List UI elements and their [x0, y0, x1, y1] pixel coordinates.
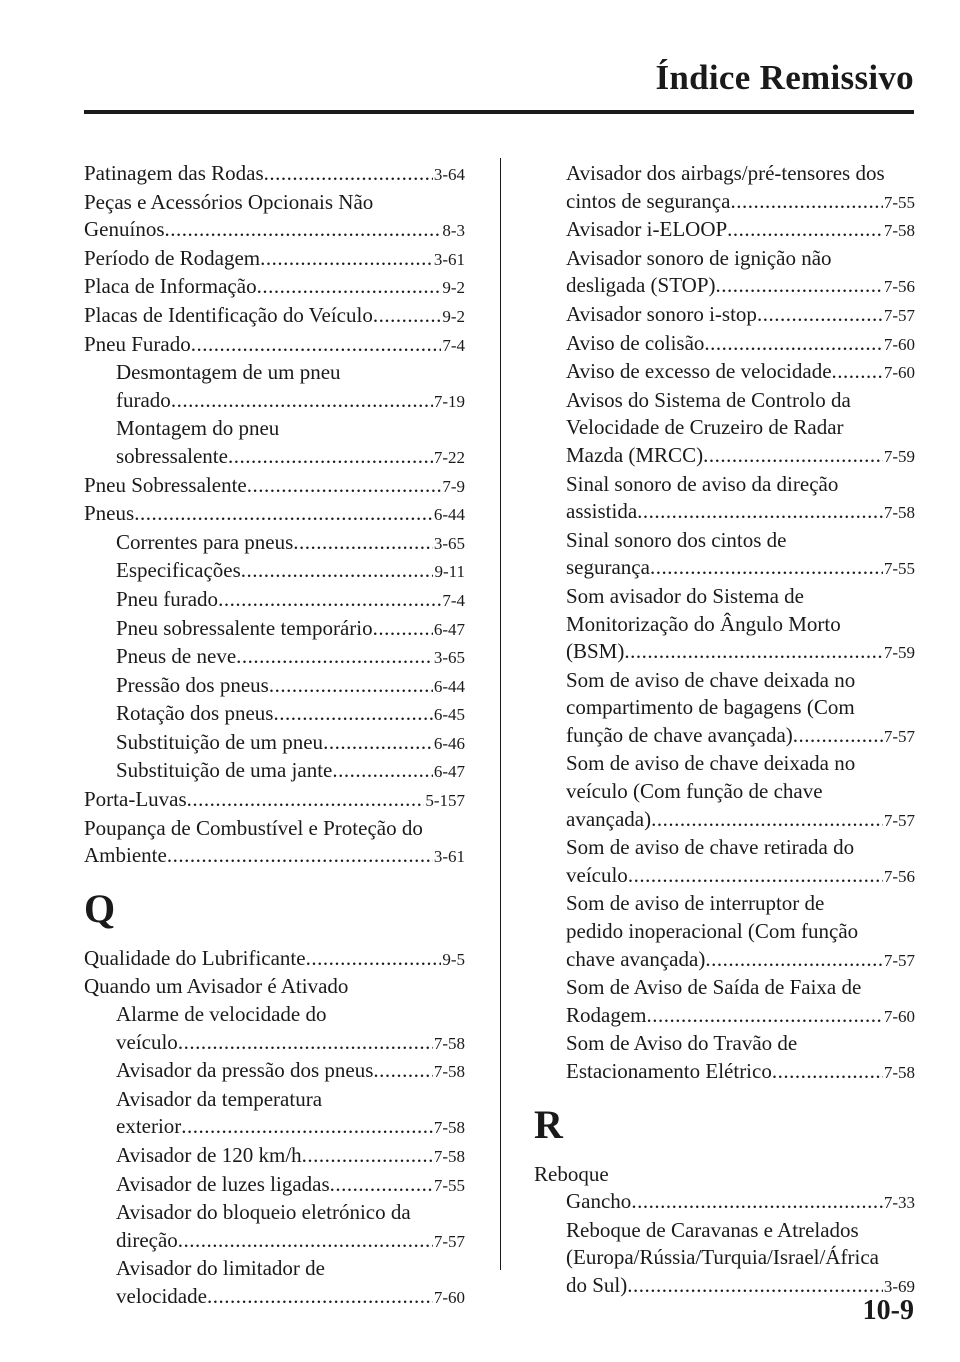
- index-entry: [84, 615, 465, 644]
- page-reference: 7-57: [883, 950, 915, 970]
- index-entry: [534, 471, 915, 527]
- dot-leader: [332, 757, 432, 785]
- page-reference: 6-47: [433, 619, 465, 639]
- dot-leader: [631, 1188, 883, 1216]
- dot-leader: [236, 643, 433, 671]
- index-entry-text: Pressão dos pneus: [116, 672, 269, 697]
- index-entry-text: exterior: [116, 1114, 182, 1139]
- index-entry: [84, 672, 465, 701]
- page-reference: 7-9: [442, 476, 465, 496]
- dot-leader: [832, 358, 883, 386]
- page-reference: 7-58: [433, 1147, 465, 1166]
- index-entry: [84, 415, 465, 471]
- index-entry-text: Peças e Acessórios Opcionais Não: [84, 189, 374, 214]
- page-reference: 7-19: [433, 391, 465, 411]
- index-entry: [84, 302, 465, 331]
- index-entry-text: desligada (STOP): [566, 273, 716, 298]
- dot-leader: [269, 672, 433, 700]
- dot-leader: [181, 1113, 433, 1141]
- dot-leader: [628, 862, 883, 890]
- index-entry: [534, 160, 915, 216]
- index-entry: [534, 216, 915, 245]
- index-entry: [84, 1057, 465, 1086]
- index-entry-text: Gancho: [566, 1189, 632, 1214]
- dot-leader: [273, 700, 432, 728]
- header-rule: [84, 110, 914, 114]
- index-entry-text: Rotação dos pneus: [116, 701, 274, 726]
- page-reference: 7-56: [883, 866, 915, 886]
- index-entry-text: Estacionamento Elétrico: [566, 1059, 772, 1083]
- page-reference: 3-69: [883, 1276, 915, 1296]
- page-reference: 7-55: [883, 192, 915, 212]
- page-reference: 8-3: [442, 221, 465, 241]
- index-entry-text: Ambiente: [84, 843, 167, 868]
- dot-leader: [330, 1171, 433, 1199]
- index-entry: [534, 834, 915, 890]
- index-entry-text: cintos de segurança: [566, 188, 731, 213]
- index-entry-text: pedido inoperacional (Com função: [566, 919, 859, 944]
- page-reference: 3-65: [433, 648, 465, 668]
- dot-leader: [293, 529, 433, 557]
- index-entry-text: chave avançada): [566, 946, 706, 971]
- index-entry: [84, 1142, 465, 1171]
- index-entry-text: direção: [116, 1227, 178, 1252]
- dot-leader: [260, 245, 433, 273]
- index-entry-text: Avisador sonoro i-stop: [566, 301, 757, 326]
- index-entry: [84, 586, 465, 615]
- page-reference: 6-45: [433, 705, 465, 725]
- index-entry: [84, 359, 465, 415]
- index-entry-text: Avisador sonoro de ignição não: [566, 245, 832, 270]
- page-reference: 7-22: [433, 447, 465, 467]
- dot-leader: [178, 1029, 433, 1057]
- page-reference: 6-44: [433, 676, 465, 696]
- index-entry-text: Pneu Sobressalente: [84, 472, 247, 497]
- index-entry-text: Avisador da temperatura: [116, 1086, 323, 1111]
- index-entry-text: Aviso de excesso de velocidade: [566, 359, 832, 384]
- index-entry: [534, 1188, 915, 1217]
- page-reference: 9-5: [442, 949, 465, 969]
- dot-leader: [637, 498, 883, 526]
- index-entry-text: Som de Aviso do Travão de: [566, 1031, 798, 1056]
- index-entry-text: Correntes para pneus: [116, 529, 294, 554]
- index-entry-text: assistida: [566, 499, 638, 524]
- index-entry-text: Avisador da pressão dos pneus: [116, 1058, 374, 1083]
- index-entry-text: Quando um Avisador é Ativado: [84, 974, 349, 999]
- index-entry: [84, 786, 465, 815]
- page-reference: 9-2: [442, 306, 465, 326]
- index-entry-text: (Europa/Rússia/Turquia/Israel/África: [566, 1245, 879, 1270]
- index-entry: [84, 273, 465, 302]
- dot-leader: [264, 160, 433, 188]
- page-reference: 5-157: [425, 791, 465, 811]
- index-entry: [84, 500, 465, 529]
- dot-leader: [703, 442, 883, 470]
- index-entry-text: segurança: [566, 555, 650, 580]
- index-entry-text: Período de Rodagem: [84, 245, 261, 270]
- index-entry-text: Pneu Furado: [84, 331, 191, 356]
- index-entry-text: Mazda (MRCC): [566, 442, 704, 467]
- dot-leader: [207, 1283, 433, 1311]
- page-reference: 7-58: [883, 1063, 915, 1082]
- index-entry: [84, 757, 465, 786]
- index-entry-text: Sinal sonoro dos cintos de: [566, 527, 787, 552]
- index-entry: [84, 1255, 465, 1311]
- page-reference: 7-55: [883, 559, 915, 579]
- dot-leader: [646, 1002, 882, 1030]
- section-letter: R: [534, 1101, 563, 1147]
- dot-leader: [772, 1058, 883, 1086]
- page-reference: 7-60: [883, 334, 915, 354]
- index-entry-text: Avisador de luzes ligadas: [116, 1171, 330, 1196]
- dot-leader: [627, 1272, 883, 1300]
- index-entry: [534, 527, 915, 583]
- page-reference: 7-60: [433, 1287, 465, 1307]
- index-entry-text: Reboque: [534, 1161, 609, 1186]
- index-entry-text: velocidade: [116, 1283, 207, 1308]
- page-reference: 7-57: [883, 305, 915, 325]
- index-entry-text: Velocidade de Cruzeiro de Radar: [566, 415, 844, 440]
- index-entry-text: Porta-Luvas: [84, 787, 187, 812]
- index-entry: [534, 301, 915, 330]
- index-entry: [84, 1171, 465, 1200]
- dot-leader: [727, 216, 883, 244]
- index-entry-text: Som de aviso de chave deixada no: [566, 667, 856, 692]
- page-reference: 7-58: [883, 221, 915, 241]
- dot-leader: [306, 945, 442, 973]
- index-entry-text: Som de aviso de chave retirada do: [566, 835, 855, 860]
- page-reference: 7-4: [442, 590, 465, 610]
- index-entry: [534, 667, 915, 751]
- index-entry-text: Pneu sobressalente temporário: [116, 615, 373, 640]
- index-entry-text: Rodagem: [566, 1002, 647, 1027]
- page-reference: 9-11: [434, 562, 465, 582]
- page-reference: 7-56: [883, 277, 915, 297]
- page-reference: 7-33: [883, 1193, 915, 1213]
- index-entry-text: Avisador do limitador de: [116, 1256, 325, 1281]
- page-reference: 3-61: [433, 249, 465, 269]
- index-entry: [534, 245, 915, 301]
- dot-leader: [373, 1057, 432, 1085]
- index-entry: [84, 1199, 465, 1255]
- index-entry: [84, 729, 465, 758]
- index-entry-text: veículo: [566, 862, 628, 887]
- index-entry-text: veículo (Com função de chave: [566, 779, 823, 804]
- index-entry-text: Monitorização do Ângulo Morto: [566, 611, 841, 636]
- index-column-right: [534, 160, 915, 1301]
- page-reference: 7-60: [883, 1006, 915, 1026]
- index-entry: [84, 1001, 465, 1057]
- dot-leader: [134, 500, 433, 528]
- dot-leader: [730, 188, 882, 216]
- index-entry: [534, 974, 915, 1030]
- index-entry-text: furado: [116, 387, 171, 412]
- page-reference: 7-57: [433, 1231, 465, 1251]
- page-reference: 7-4: [442, 335, 465, 355]
- index-entry-text: função de chave avançada): [566, 722, 793, 747]
- dot-leader: [178, 1227, 433, 1255]
- index-entry: [84, 1086, 465, 1142]
- index-entry: [534, 890, 915, 974]
- dot-leader: [228, 443, 433, 471]
- page-reference: 6-47: [433, 762, 465, 782]
- index-entry: [534, 1217, 915, 1301]
- dot-leader: [241, 557, 434, 585]
- index-entry: [84, 643, 465, 672]
- page-reference: 6-46: [433, 733, 465, 753]
- page-reference: 7-60: [883, 363, 915, 383]
- index-entry-text: Avisos do Sistema de Controlo da: [566, 387, 851, 412]
- page-reference: 7-59: [883, 446, 915, 466]
- index-entry-text: (BSM): [566, 639, 625, 664]
- index-entry-text: Avisador do bloqueio eletrónico da: [116, 1200, 411, 1225]
- index-entry: [84, 700, 465, 729]
- page-reference: 7-58: [433, 1062, 465, 1082]
- index-entry-text: Patinagem das Rodas: [84, 161, 264, 185]
- index-entry-text: Poupança de Combustível e Proteção do: [84, 815, 423, 840]
- index-entry: [534, 330, 915, 359]
- dot-leader: [167, 842, 433, 870]
- page-reference: 7-58: [433, 1118, 465, 1138]
- index-entry-text: Pneus: [84, 501, 135, 526]
- dot-leader: [716, 272, 883, 300]
- index-entry-text: Avisador i-ELOOP: [566, 217, 728, 242]
- index-entry-text: do Sul): [566, 1272, 628, 1297]
- index-entry-text: avançada): [566, 806, 652, 831]
- index-entry: [84, 331, 465, 360]
- index-entry: [84, 160, 465, 189]
- index-entry-text: Placas de Identificação do Veículo: [84, 302, 373, 327]
- page-reference: 3-61: [433, 847, 465, 867]
- page-reference: 7-57: [883, 726, 915, 746]
- dot-leader: [373, 302, 441, 330]
- page-number: 10-9: [862, 1295, 914, 1326]
- section-letter: Q: [84, 885, 116, 931]
- index-entry-text: veículo: [116, 1029, 178, 1054]
- index-column-left: [84, 160, 465, 1312]
- dot-leader: [704, 330, 882, 358]
- index-entry-text: Pneus de neve: [116, 644, 237, 669]
- dot-leader: [191, 331, 442, 359]
- index-entry-text: Especificações: [116, 558, 241, 583]
- page-reference: 7-59: [883, 643, 915, 663]
- dot-leader: [793, 722, 883, 750]
- dot-leader: [757, 301, 883, 329]
- index-entry-text: Aviso de colisão: [566, 330, 705, 355]
- dot-leader: [302, 1142, 433, 1170]
- index-entry-text: Placa de Informação: [84, 274, 257, 299]
- index-entry-text: Pneu furado: [116, 586, 219, 611]
- index-entry: [534, 1030, 915, 1086]
- page-reference: 7-58: [883, 503, 915, 523]
- index-entry: [534, 750, 915, 834]
- dot-leader: [705, 946, 883, 974]
- page-reference: 9-2: [442, 278, 465, 298]
- dot-leader: [187, 786, 425, 814]
- dot-leader: [651, 806, 883, 834]
- column-divider: [500, 158, 501, 1270]
- dot-leader: [171, 387, 433, 415]
- index-entry-text: Alarme de velocidade do: [116, 1002, 327, 1027]
- index-entry-text: Reboque de Caravanas e Atrelados: [566, 1217, 859, 1242]
- index-entry-text: Som de aviso de interruptor de: [566, 891, 825, 916]
- page-reference: 7-57: [883, 810, 915, 830]
- index-entry: [534, 387, 915, 471]
- dot-leader: [165, 216, 442, 244]
- index-entry: [534, 358, 915, 387]
- index-entry-text: Avisador dos airbags/pré-tensores dos: [566, 161, 885, 185]
- page-reference: 7-58: [433, 1033, 465, 1053]
- index-entry: [84, 529, 465, 558]
- index-entry-text: Som de Aviso de Saída de Faixa de: [566, 975, 862, 1000]
- dot-leader: [323, 729, 433, 757]
- index-entry: [84, 557, 465, 586]
- index-entry-text: Substituição de uma jante: [116, 758, 333, 783]
- page-reference: 7-55: [433, 1175, 465, 1195]
- index-entry-text: Avisador de 120 km/h: [116, 1143, 302, 1167]
- index-entry-text: Montagem do pneu: [116, 416, 280, 441]
- dot-leader: [650, 554, 883, 582]
- index-entry-text: sobressalente: [116, 443, 228, 468]
- index-entry-text: Desmontagem de um pneu: [116, 360, 341, 385]
- index-entry: [534, 583, 915, 667]
- dot-leader: [624, 638, 882, 666]
- index-entry: [84, 815, 465, 871]
- index-entry: [84, 945, 465, 974]
- dot-leader: [257, 273, 442, 301]
- index-entry: [84, 973, 465, 1001]
- index-entry-text: Sinal sonoro de aviso da direção: [566, 471, 839, 496]
- page-reference: 3-64: [433, 165, 465, 184]
- index-entry: [534, 1161, 915, 1189]
- page-reference: 3-65: [433, 533, 465, 553]
- index-entry: [84, 472, 465, 501]
- index-entry-text: Qualidade do Lubrificante: [84, 945, 306, 970]
- index-entry: [84, 189, 465, 245]
- index-entry-text: Genuínos: [84, 217, 165, 242]
- dot-leader: [373, 615, 433, 643]
- index-entry-text: compartimento de bagagens (Com: [566, 695, 855, 720]
- dot-leader: [247, 472, 442, 500]
- dot-leader: [218, 586, 441, 614]
- index-entry: [84, 245, 465, 274]
- index-entry-text: Som de aviso de chave deixada no: [566, 751, 856, 776]
- index-entry-text: Substituição de um pneu: [116, 729, 324, 754]
- page-reference: 6-44: [433, 505, 465, 525]
- index-entry-text: Som avisador do Sistema de: [566, 583, 804, 608]
- page-header-title: Índice Remissivo: [655, 58, 914, 97]
